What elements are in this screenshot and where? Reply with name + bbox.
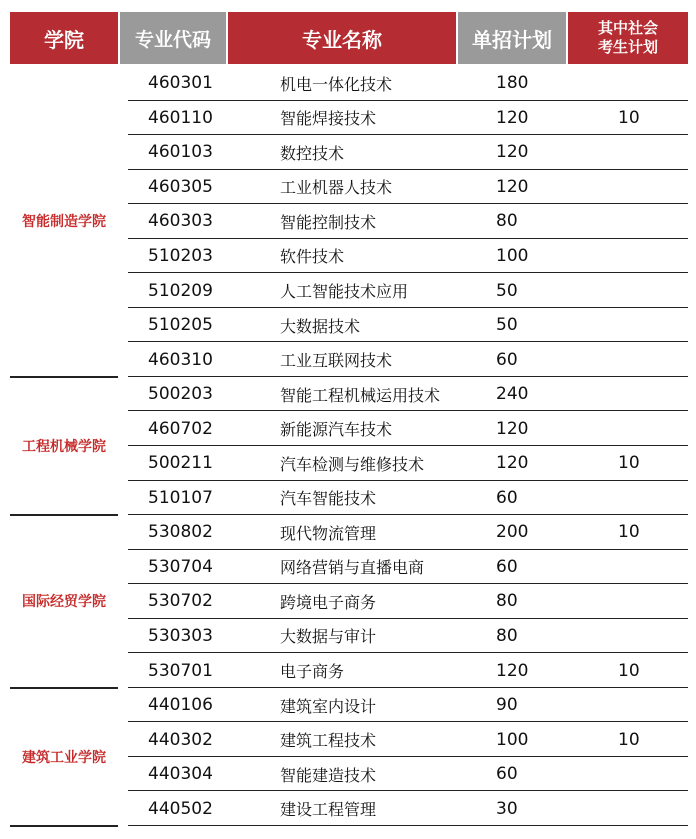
table-row <box>128 101 688 136</box>
table-row <box>128 446 688 481</box>
social-candidate-plan: 10 <box>618 453 640 474</box>
major-name: 工业互联网技术 <box>280 351 393 371</box>
major-code: 530704 <box>148 556 213 577</box>
major-code: 460103 <box>148 142 213 163</box>
major-name: 智能建造技术 <box>280 765 377 785</box>
major-code: 460303 <box>148 211 213 232</box>
table-row <box>128 584 688 619</box>
major-name: 汽车智能技术 <box>280 489 377 509</box>
major-name: 跨境电子商务 <box>280 592 377 612</box>
table-row <box>128 653 688 688</box>
major-code: 440106 <box>148 695 213 716</box>
major-code: 460310 <box>148 349 213 370</box>
enrollment-plan: 120 <box>496 107 529 128</box>
enrollment-plan: 120 <box>496 418 529 439</box>
major-name: 工业机器人技术 <box>280 178 393 198</box>
table-row <box>128 515 688 550</box>
college-name: 建筑工业学院 <box>22 749 106 766</box>
major-code: 440502 <box>148 798 213 819</box>
enrollment-plan: 50 <box>496 280 518 301</box>
enrollment-plan: 60 <box>496 556 518 577</box>
header-social-plan <box>568 12 688 64</box>
table-row <box>128 757 688 792</box>
header-name: 专业名称 <box>228 12 456 64</box>
major-name: 新能源汽车技术 <box>280 420 393 440</box>
major-code: 440304 <box>148 764 213 785</box>
header-social-line1: 其中社会 <box>597 19 658 37</box>
enrollment-plan: 60 <box>496 764 518 785</box>
major-code: 510205 <box>148 315 213 336</box>
major-code: 510209 <box>148 280 213 301</box>
major-name: 建筑室内设计 <box>280 696 377 716</box>
enrollment-plan: 60 <box>496 487 518 508</box>
major-code: 510107 <box>148 487 213 508</box>
table-header <box>0 12 696 64</box>
table-row <box>128 66 688 101</box>
header-code: 专业代码 <box>120 12 226 64</box>
enrollment-plan: 80 <box>496 591 518 612</box>
enrollment-plan: 120 <box>496 176 529 197</box>
major-name: 电子商务 <box>280 662 345 682</box>
table-row <box>128 722 688 757</box>
enrollment-plan: 50 <box>496 315 518 336</box>
enrollment-plan: 80 <box>496 625 518 646</box>
major-code: 530303 <box>148 625 213 646</box>
major-code: 530702 <box>148 591 213 612</box>
table-row <box>128 688 688 723</box>
college-divider <box>10 825 118 827</box>
major-name: 数控技术 <box>280 143 345 163</box>
major-name: 智能控制技术 <box>280 212 377 232</box>
header-plan: 单招计划 <box>458 12 566 64</box>
college-name: 国际经贸学院 <box>22 594 106 611</box>
social-candidate-plan: 10 <box>618 729 640 750</box>
enrollment-plan: 120 <box>496 453 529 474</box>
major-name: 机电一体化技术 <box>280 74 393 94</box>
enrollment-plan: 30 <box>496 798 518 819</box>
major-code: 530701 <box>148 660 213 681</box>
major-code: 510203 <box>148 245 213 266</box>
college-name: 工程机械学院 <box>22 438 106 455</box>
major-name: 智能工程机械运用技术 <box>280 385 441 405</box>
table-row <box>128 481 688 516</box>
table-row <box>128 550 688 585</box>
header-college: 学院 <box>10 12 118 64</box>
major-code: 440302 <box>148 729 213 750</box>
major-name: 汽车检测与维修技术 <box>280 454 425 474</box>
table-row <box>128 619 688 654</box>
enrollment-plan: 60 <box>496 349 518 370</box>
social-candidate-plan: 10 <box>618 522 640 543</box>
enrollment-plan: 90 <box>496 695 518 716</box>
table-row <box>128 791 688 826</box>
major-name: 大数据与审计 <box>280 627 377 647</box>
enrollment-plan: 100 <box>496 729 529 750</box>
major-code: 500203 <box>148 384 213 405</box>
major-name: 大数据技术 <box>280 316 361 336</box>
table-row <box>128 135 688 170</box>
major-name: 建筑工程技术 <box>280 731 377 751</box>
header-social-line2: 考生计划 <box>597 38 658 56</box>
major-code: 530802 <box>148 522 213 543</box>
enrollment-plan: 80 <box>496 211 518 232</box>
college-name: 智能制造学院 <box>22 214 106 231</box>
table-row <box>128 342 688 377</box>
table-row <box>128 411 688 446</box>
table-row <box>128 170 688 205</box>
major-code: 460110 <box>148 107 213 128</box>
enrollment-plan: 100 <box>496 245 529 266</box>
enrollment-plan: 180 <box>496 73 529 94</box>
row-divider <box>128 825 688 826</box>
major-name: 现代物流管理 <box>280 523 377 543</box>
major-code: 460305 <box>148 176 213 197</box>
table-row <box>128 239 688 274</box>
table-row <box>128 308 688 343</box>
major-name: 建设工程管理 <box>280 800 377 820</box>
enrollment-plan: 120 <box>496 660 529 681</box>
major-name: 网络营销与直播电商 <box>280 558 425 578</box>
major-name: 软件技术 <box>280 247 345 267</box>
table-row <box>128 204 688 239</box>
major-code: 460301 <box>148 73 213 94</box>
major-name: 人工智能技术应用 <box>280 282 409 302</box>
enrollment-plan: 200 <box>496 522 529 543</box>
enrollment-plan: 240 <box>496 384 529 405</box>
enrollment-plan: 120 <box>496 142 529 163</box>
social-candidate-plan: 10 <box>618 107 640 128</box>
major-code: 460702 <box>148 418 213 439</box>
major-code: 500211 <box>148 453 213 474</box>
table-row <box>128 377 688 412</box>
major-name: 智能焊接技术 <box>280 109 377 129</box>
table-row <box>128 273 688 308</box>
social-candidate-plan: 10 <box>618 660 640 681</box>
